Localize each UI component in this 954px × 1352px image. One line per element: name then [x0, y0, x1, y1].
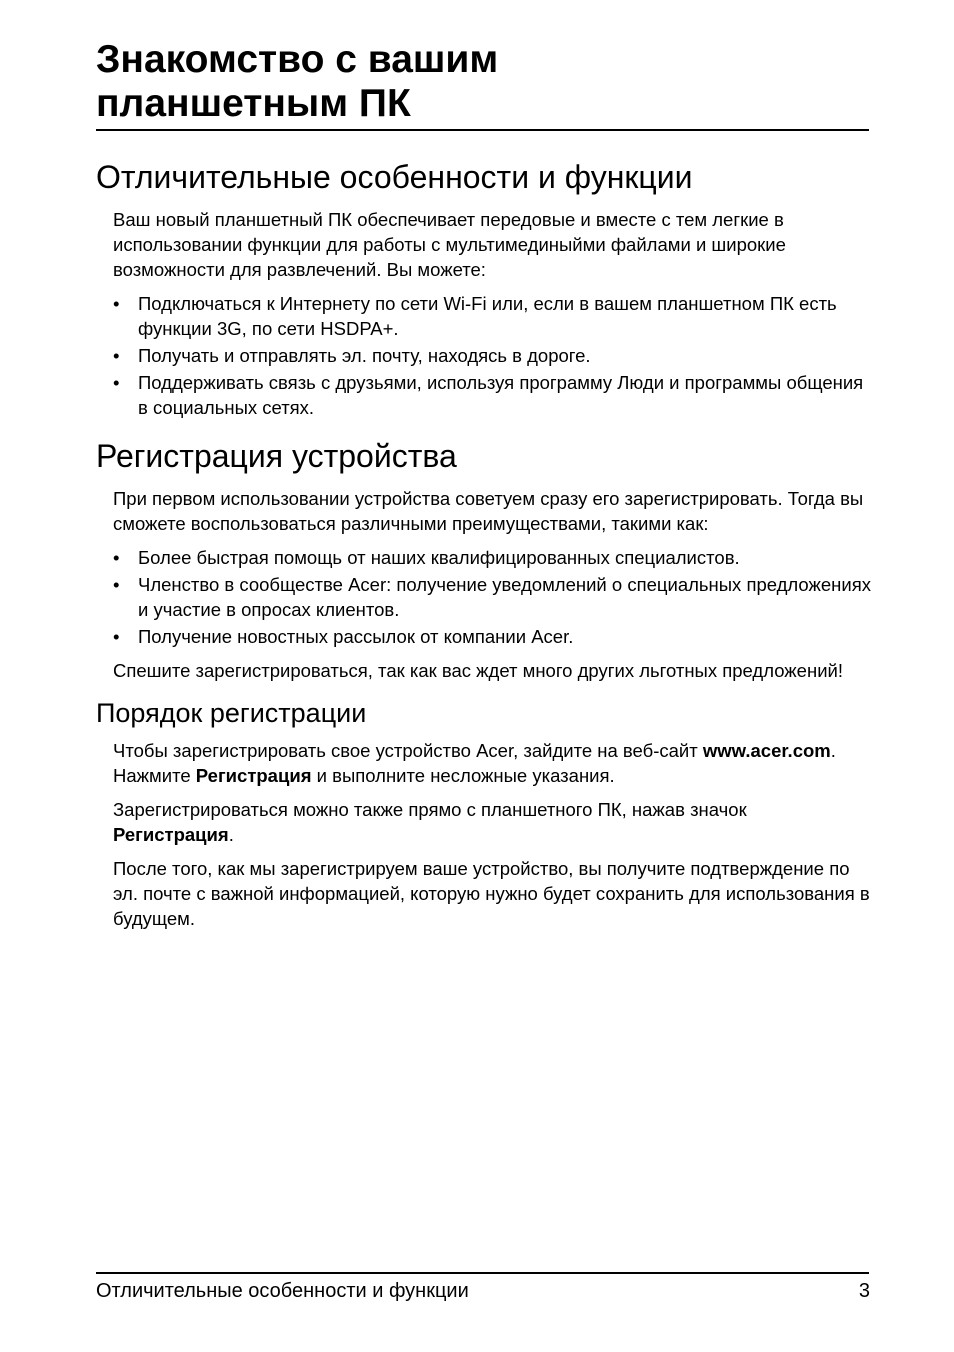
section-heading-registration: Регистрация устройства	[96, 438, 457, 474]
section-heading-features: Отличительные особенности и функции	[96, 159, 693, 195]
list-item: • Подключаться к Интернету по сети Wi-Fi или, если в вашем планшетном ПК есть функции 3G, по сети HSDPA+.	[113, 291, 871, 341]
title-divider	[96, 129, 869, 131]
footer-divider	[96, 1272, 869, 1274]
list-item: • Получать и отправлять эл. почту, находясь в дороге.	[113, 343, 871, 368]
procedure-paragraph-3: После того, как мы зарегистрируем ваше устройство, вы получите подтверждение по эл. почте с важной информацией, которую нужно будет сохранить для использования в будущем.	[113, 858, 870, 929]
chapter-title-line2: планшетным ПК	[96, 82, 411, 125]
registration-term: Регистрация	[113, 824, 229, 845]
list-item: • Поддерживать связь с друзьями, используя программу Люди и программы общения в социальных сетях.	[113, 370, 871, 420]
page-content	[96, 156, 871, 940]
procedure-paragraph-2: Зарегистрироваться можно также прямо с планшетного ПК, нажав значок Регистрация.	[113, 799, 747, 845]
procedure-paragraph-1: Чтобы зарегистрировать свое устройство Acer, зайдите на веб-сайт www.acer.com. Нажмите Регистрация и выполните несложные указания.	[113, 740, 836, 786]
registration-closing: Спешите зарегистрироваться, так как вас ждет много других льготных предложений!	[113, 660, 844, 681]
features-intro: Ваш новый планшетный ПК обеспечивает передовые и вместе с тем легкие в использовании функции для работы с мультимединыйми файлами и широкие возможности для развлечений. Вы можете:	[113, 209, 786, 280]
page-number: 3	[858, 1280, 870, 1302]
chapter-title	[96, 38, 876, 126]
benefits-list	[113, 545, 871, 649]
registration-term: Регистрация	[195, 765, 312, 786]
website-link[interactable]: www.acer.com	[702, 740, 831, 761]
chapter-title-line1: Знакомство с вашим	[96, 38, 499, 81]
list-item: • Членство в сообществе Acer: получение уведомлений о специальных предложениях и участие в опросах клиентов.	[113, 572, 871, 622]
footer-section-title: Отличительные особенности и функции	[96, 1280, 469, 1302]
list-item: • Более быстрая помощь от наших квалифицированных специалистов.	[113, 545, 871, 570]
features-list	[113, 291, 871, 420]
registration-intro: При первом использовании устройства советуем сразу его зарегистрировать. Тогда вы сможете воспользоваться различными преимуществами, такими как:	[113, 488, 864, 534]
subsection-heading-procedure: Порядок регистрации	[96, 698, 367, 728]
list-item: • Получение новостных рассылок от компании Acer.	[113, 624, 871, 649]
